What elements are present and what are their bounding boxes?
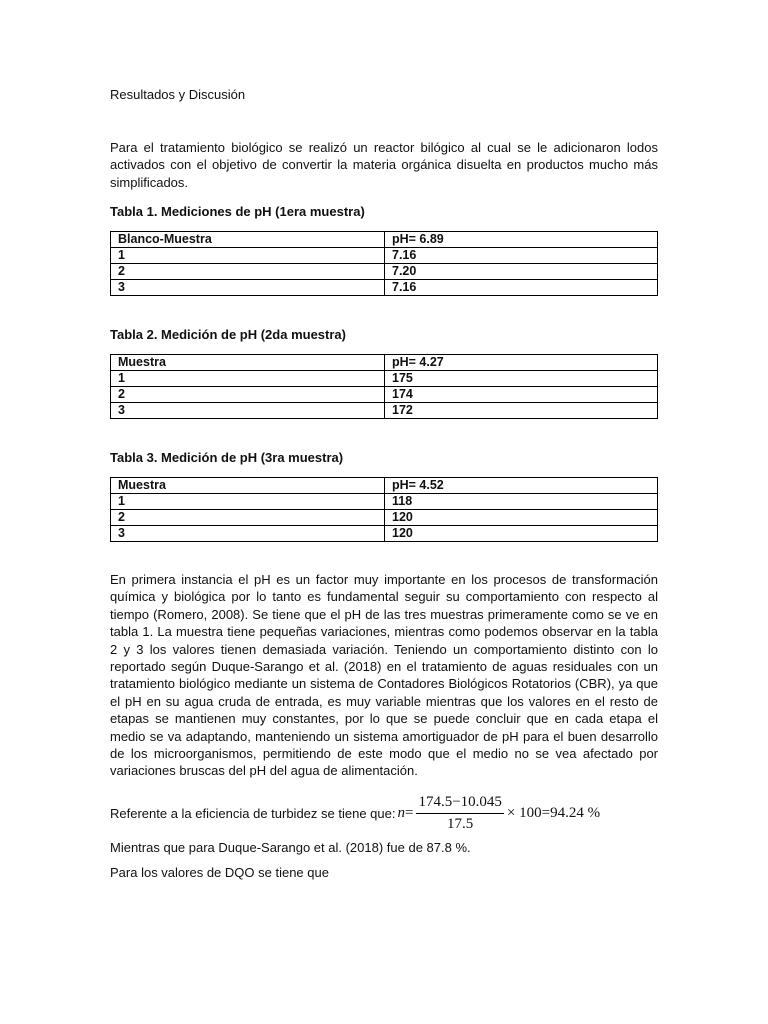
table-header-cell: pH= 6.89	[385, 232, 658, 248]
table-row	[111, 264, 658, 280]
comparison-paragraph: Mientras que para Duque-Sarango et al. (2018) fue de 87.8 %.	[110, 840, 471, 855]
table-cell: 1	[111, 371, 385, 387]
table-cell: 1	[111, 248, 385, 264]
formula-denominator: 17.5	[447, 816, 474, 832]
table-row	[111, 403, 658, 419]
table-header-row	[111, 232, 658, 248]
table-cell: 3	[111, 280, 385, 296]
efficiency-label: Referente a la eficiencia de turbidez se tiene que:	[110, 806, 396, 821]
table-header-cell: Muestra	[111, 478, 385, 494]
table-cell: 2	[111, 264, 385, 280]
table-header-cell: pH= 4.52	[385, 478, 658, 494]
table-1	[110, 231, 658, 296]
table-cell: 118	[385, 494, 658, 510]
table-cell: 2	[111, 510, 385, 526]
table-row	[111, 371, 658, 387]
table-row	[111, 494, 658, 510]
table-3-caption: Tabla 3. Medición de pH (3ra muestra)	[110, 450, 344, 465]
table-header-cell: Muestra	[111, 355, 385, 371]
table-2	[110, 354, 658, 419]
table-cell: 120	[385, 526, 658, 542]
dqo-paragraph: Para los valores de DQO se tiene que	[110, 865, 329, 880]
intro-paragraph: Para el tratamiento biológico se realizó un reactor bilógico al cual se le adicionaron lodos activados con el objetivo de convertir la materia orgánica disuelta en productos mucho más simplificados.	[110, 140, 658, 190]
table-cell: 172	[385, 403, 658, 419]
table-header-row	[111, 478, 658, 494]
section-heading: Resultados y Discusión	[110, 87, 246, 102]
table-row	[111, 526, 658, 542]
table-cell: 175	[385, 371, 658, 387]
table-row	[111, 280, 658, 296]
table-cell: 174	[385, 387, 658, 403]
formula-variable: n	[397, 805, 405, 821]
table-header-cell: pH= 4.27	[385, 355, 658, 371]
table-1-caption: Tabla 1. Mediciones de pH (1era muestra)	[110, 204, 365, 219]
table-cell: 7.16	[385, 280, 658, 296]
efficiency-line	[110, 794, 600, 833]
table-3	[110, 477, 658, 542]
table-cell: 3	[111, 526, 385, 542]
table-2-caption: Tabla 2. Medición de pH (2da muestra)	[110, 327, 346, 342]
table-cell: 7.20	[385, 264, 658, 280]
table-row	[111, 510, 658, 526]
table-header-row	[111, 355, 658, 371]
table-row	[111, 248, 658, 264]
discussion-paragraph: En primera instancia el pH es un factor muy importante en los procesos de transformación química y biológica por lo tanto es fundamental seguir su comportamiento con respecto al tiempo (Romero, 2008). Se tiene que el pH de las tres muestras primeramente como se ve en tabla 1. La muestra tiene pequeñas variaciones, mientras como podemos observar en la tabla 2 y 3 los valores tienen demasiada variación. Teniendo un comportamiento distinto con lo reportado según Duque-Sarango et al. (2018) en el tratamiento de aguas residuales con un tratamiento biológico mediante un sistema de Contadores Biológicos Rotatorios (CBR), ya que el pH en su agua cruda de entrada, es muy variable mientras que los valores en el resto de etapas se mantienen muy constantes, por lo que se puede concluir que en cada etapa el medio se va adaptando, manteniendo un sistema amortiguador de pH para el buen desarrollo de los microorganismos, permitiendo de este modo que el medio no se vea afectado por variaciones bruscas del pH del agua de alimentación.	[110, 572, 658, 779]
formula-fraction	[416, 794, 503, 833]
table-cell: 3	[111, 403, 385, 419]
table-cell: 120	[385, 510, 658, 526]
table-row	[111, 387, 658, 403]
table-cell: 7.16	[385, 248, 658, 264]
formula-result: × 100=94.24 %	[506, 805, 601, 821]
formula-equals: =	[404, 805, 414, 821]
table-header-cell: Blanco-Muestra	[111, 232, 385, 248]
table-cell: 2	[111, 387, 385, 403]
table-cell: 1	[111, 494, 385, 510]
efficiency-formula	[397, 794, 600, 833]
formula-numerator: 174.5−10.045	[416, 794, 503, 814]
